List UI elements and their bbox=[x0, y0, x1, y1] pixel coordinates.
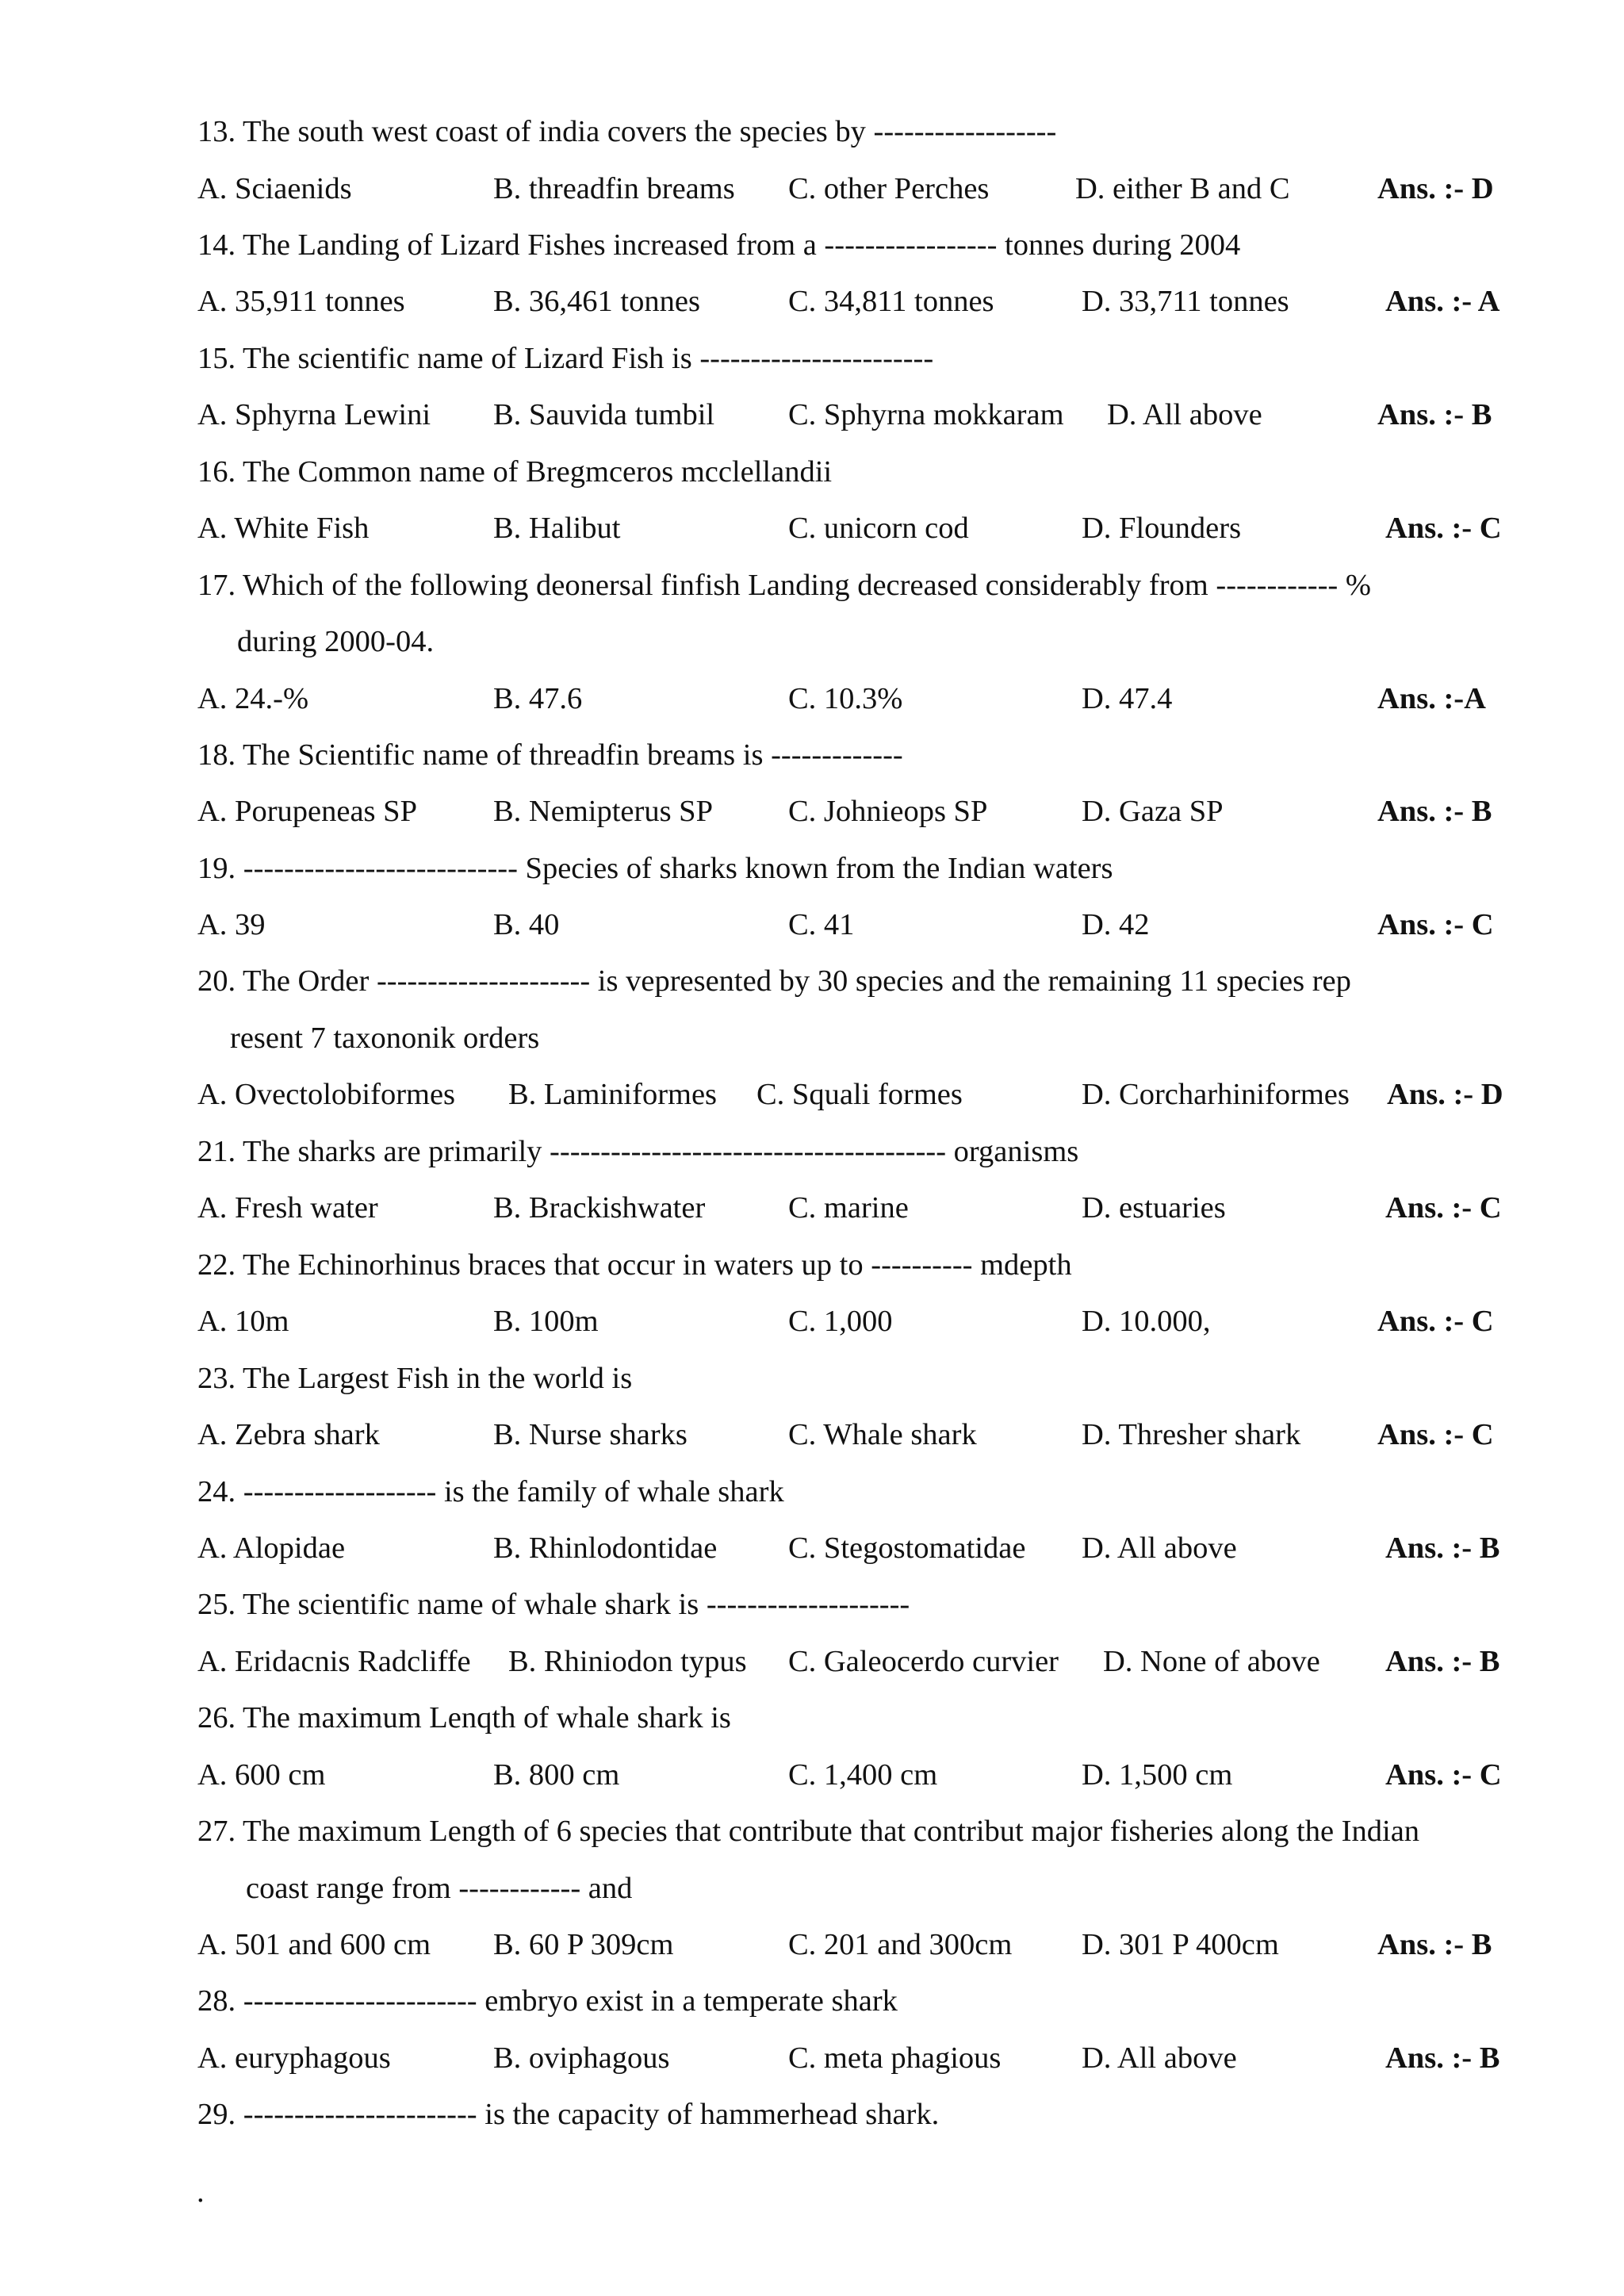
option-c: C. 41 bbox=[788, 908, 855, 941]
option-d: D. 1,500 cm bbox=[1082, 1758, 1233, 1792]
answer: Ans. :- B bbox=[1377, 795, 1492, 828]
answer: Ans. :- B bbox=[1385, 1531, 1500, 1565]
option-b: B. 60 P 309cm bbox=[493, 1928, 674, 1961]
option-c: C. other Perches bbox=[788, 172, 990, 205]
option-b: B. 36,461 tonnes bbox=[493, 285, 700, 318]
question-26: 26. The maximum Lenqth of whale shark is bbox=[197, 1701, 731, 1734]
option-c: C. marine bbox=[788, 1191, 909, 1225]
answer: Ans. :-A bbox=[1377, 682, 1486, 715]
option-c: C. Sphyrna mokkaram bbox=[788, 398, 1064, 431]
option-d: D. 10.000, bbox=[1082, 1305, 1211, 1338]
option-d: D. 42 bbox=[1082, 908, 1150, 941]
option-b: B. threadfin breams bbox=[493, 172, 735, 205]
option-a: A. Eridacnis Radcliffe bbox=[197, 1645, 471, 1678]
option-d: D. Flounders bbox=[1082, 512, 1242, 545]
option-a: A. 24.-% bbox=[197, 682, 309, 715]
option-c: C. Johnieops SP bbox=[788, 795, 988, 828]
option-a: A. 35,911 tonnes bbox=[197, 285, 405, 318]
option-b: B. Laminiformes bbox=[508, 1078, 718, 1111]
question-17: 17. Which of the following deonersal finfish Landing decreased considerably from ------------ % bbox=[197, 569, 1371, 602]
option-d: D. All above bbox=[1082, 1531, 1237, 1565]
question-13: 13. The south west coast of india covers the species by ------------------ bbox=[197, 115, 1057, 148]
question-19: 19. --------------------------- Species of sharks known from the Indian waters bbox=[197, 852, 1113, 885]
option-b: B. Rhinlodontidae bbox=[493, 1531, 718, 1565]
answer: Ans. :- B bbox=[1385, 1645, 1500, 1678]
question-28: 28. ----------------------- embryo exist in a temperate shark bbox=[197, 1984, 898, 2018]
answer: Ans. :- B bbox=[1377, 1928, 1492, 1961]
question-25: 25. The scientific name of whale shark is -------------------- bbox=[197, 1588, 910, 1621]
option-b: B. Nemipterus SP bbox=[493, 795, 714, 828]
option-a: A. Porupeneas SP bbox=[197, 795, 417, 828]
option-d: D. 301 P 400cm bbox=[1082, 1928, 1279, 1961]
option-a: A. Sciaenids bbox=[197, 172, 352, 205]
option-a: A. 10m bbox=[197, 1305, 289, 1338]
question-24: 24. ------------------- is the family of whale shark bbox=[197, 1475, 784, 1508]
question-17-continuation: during 2000-04. bbox=[237, 625, 435, 658]
option-a: A. 600 cm bbox=[197, 1758, 326, 1792]
option-b: B. Brackishwater bbox=[493, 1191, 706, 1225]
option-b: B. Rhiniodon typus bbox=[508, 1645, 747, 1678]
option-b: B. Halibut bbox=[493, 512, 621, 545]
option-c: C. 201 and 300cm bbox=[788, 1928, 1013, 1961]
option-d: D. All above bbox=[1107, 398, 1262, 431]
option-c: C. unicorn cod bbox=[788, 512, 969, 545]
option-b: B. 100m bbox=[493, 1305, 599, 1338]
option-d: D. 33,711 tonnes bbox=[1082, 285, 1289, 318]
question-15: 15. The scientific name of Lizard Fish is ----------------------- bbox=[197, 342, 934, 375]
option-a: A. Sphyrna Lewini bbox=[197, 398, 431, 431]
answer: Ans. :- C bbox=[1385, 1758, 1502, 1792]
option-a: A. Zebra shark bbox=[197, 1418, 380, 1451]
option-d: D. Gaza SP bbox=[1082, 795, 1224, 828]
option-d: D. 47.4 bbox=[1082, 682, 1173, 715]
answer: Ans. :- A bbox=[1385, 285, 1500, 318]
option-c: C. Stegostomatidae bbox=[788, 1531, 1026, 1565]
answer: Ans. :- C bbox=[1377, 908, 1494, 941]
answer: Ans. :- C bbox=[1377, 1418, 1494, 1451]
option-b: B. oviphagous bbox=[493, 2041, 670, 2075]
option-b: B. 800 cm bbox=[493, 1758, 620, 1792]
answer: Ans. :- C bbox=[1377, 1305, 1494, 1338]
option-d: D. None of above bbox=[1103, 1645, 1320, 1678]
option-c: C. Galeocerdo curvier bbox=[788, 1645, 1059, 1678]
question-22: 22. The Echinorhinus braces that occur in waters up to ---------- mdepth bbox=[197, 1248, 1072, 1282]
option-c: C. 1,000 bbox=[788, 1305, 893, 1338]
question-20: 20. The Order --------------------- is vepresented by 30 species and the remaining 11 species rep bbox=[197, 964, 1351, 998]
option-b: B. Sauvida tumbil bbox=[493, 398, 715, 431]
option-c: C. 10.3% bbox=[788, 682, 903, 715]
option-d: D. Corcharhiniformes bbox=[1082, 1078, 1350, 1111]
question-16: 16. The Common name of Bregmceros mcclellandii bbox=[197, 455, 833, 489]
option-c: C. Squali formes bbox=[756, 1078, 963, 1111]
option-b: B. 47.6 bbox=[493, 682, 583, 715]
footer-mark: . bbox=[197, 2175, 205, 2209]
option-a: A. Alopidae bbox=[197, 1531, 346, 1565]
option-a: A. Ovectolobiformes bbox=[197, 1078, 456, 1111]
option-d: D. estuaries bbox=[1082, 1191, 1226, 1225]
option-d: D. Thresher shark bbox=[1082, 1418, 1301, 1451]
answer: Ans. :- B bbox=[1377, 398, 1492, 431]
question-20-continuation: resent 7 taxononik orders bbox=[230, 1022, 540, 1055]
option-a: A. euryphagous bbox=[197, 2041, 391, 2075]
option-b: B. 40 bbox=[493, 908, 560, 941]
question-23: 23. The Largest Fish in the world is bbox=[197, 1362, 633, 1395]
option-c: C. 34,811 tonnes bbox=[788, 285, 994, 318]
option-c: C. Whale shark bbox=[788, 1418, 977, 1451]
answer: Ans. :- D bbox=[1377, 172, 1494, 205]
question-29: 29. ----------------------- is the capacity of hammerhead shark. bbox=[197, 2098, 940, 2131]
option-b: B. Nurse sharks bbox=[493, 1418, 688, 1451]
answer: Ans. :- C bbox=[1385, 1191, 1502, 1225]
option-c: C. meta phagious bbox=[788, 2041, 1002, 2075]
answer: Ans. :- B bbox=[1385, 2041, 1500, 2075]
option-a: A. White Fish bbox=[197, 512, 370, 545]
question-14: 14. The Landing of Lizard Fishes increased from a ----------------- tonnes during 2004 bbox=[197, 228, 1241, 262]
question-27-continuation: coast range from ------------ and bbox=[246, 1872, 633, 1905]
option-a: A. 501 and 600 cm bbox=[197, 1928, 431, 1961]
question-27: 27. The maximum Length of 6 species that contribute that contribut major fisheries along the Indian bbox=[197, 1815, 1420, 1848]
option-a: A. Fresh water bbox=[197, 1191, 378, 1225]
option-d: D. either B and C bbox=[1075, 172, 1290, 205]
answer: Ans. :- C bbox=[1385, 512, 1502, 545]
question-18: 18. The Scientific name of threadfin breams is ------------- bbox=[197, 738, 903, 772]
option-a: A. 39 bbox=[197, 908, 266, 941]
answer: Ans. :- D bbox=[1387, 1078, 1503, 1111]
option-d: D. All above bbox=[1082, 2041, 1237, 2075]
option-c: C. 1,400 cm bbox=[788, 1758, 938, 1792]
question-21: 21. The sharks are primarily --------------------------------------- organisms bbox=[197, 1135, 1079, 1168]
